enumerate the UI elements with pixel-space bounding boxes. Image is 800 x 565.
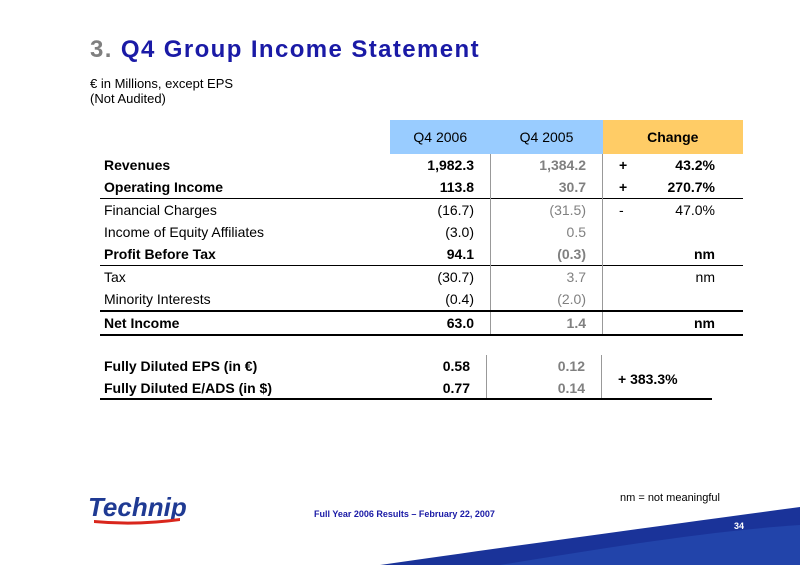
footer-swoosh bbox=[380, 505, 800, 565]
income-statement-table bbox=[100, 120, 743, 336]
eads-q4-2005: 0.14 bbox=[557, 380, 585, 396]
page-number: 34 bbox=[734, 521, 745, 531]
table-row: Income of Equity Affiliates (3.0) 0.5 bbox=[100, 221, 743, 243]
technip-logo bbox=[88, 489, 188, 532]
col-header-q4-2006: Q4 2006 bbox=[390, 120, 491, 154]
eps-q4-2005: 0.12 bbox=[557, 358, 585, 374]
footer-caption: Full Year 2006 Results – February 22, 2007 bbox=[314, 509, 495, 519]
eads-label: Fully Diluted E/ADS (in $) bbox=[104, 380, 273, 396]
table-row: Minority Interests (0.4) (2.0) bbox=[100, 288, 743, 311]
slide-title bbox=[90, 36, 480, 64]
table-row: Net Income 63.0 1.4 nm bbox=[100, 311, 743, 335]
title-text: Q4 Group Income Statement bbox=[120, 36, 480, 63]
eps-change: + 383.3% bbox=[618, 371, 678, 387]
svg-text:Technip: Technip bbox=[88, 492, 187, 522]
subtitle bbox=[90, 76, 233, 106]
table-row: Tax (30.7) 3.7 nm bbox=[100, 266, 743, 289]
eads-q4-2006: 0.77 bbox=[442, 380, 470, 396]
currency-note: € in Millions, except EPS bbox=[90, 76, 234, 91]
eps-label: Fully Diluted EPS (in €) bbox=[104, 358, 258, 374]
eps-section bbox=[100, 355, 712, 401]
eps-q4-2006: 0.58 bbox=[442, 358, 470, 374]
header-row bbox=[100, 120, 743, 154]
section-number: 3. bbox=[90, 36, 113, 63]
col-header-change: Change bbox=[603, 120, 744, 154]
audit-note: (Not Audited) bbox=[90, 91, 166, 106]
table-row: Financial Charges (16.7) (31.5) - 47.0% bbox=[100, 199, 743, 222]
col-header-q4-2005: Q4 2005 bbox=[491, 120, 603, 154]
table-row: Profit Before Tax 94.1 (0.3) nm bbox=[100, 243, 743, 266]
table-row: Revenues 1,982.3 1,384.2 + 43.2% bbox=[100, 154, 743, 176]
table-row: Operating Income 113.8 30.7 + 270.7% bbox=[100, 176, 743, 199]
nm-note: nm = not meaningful bbox=[620, 492, 720, 504]
